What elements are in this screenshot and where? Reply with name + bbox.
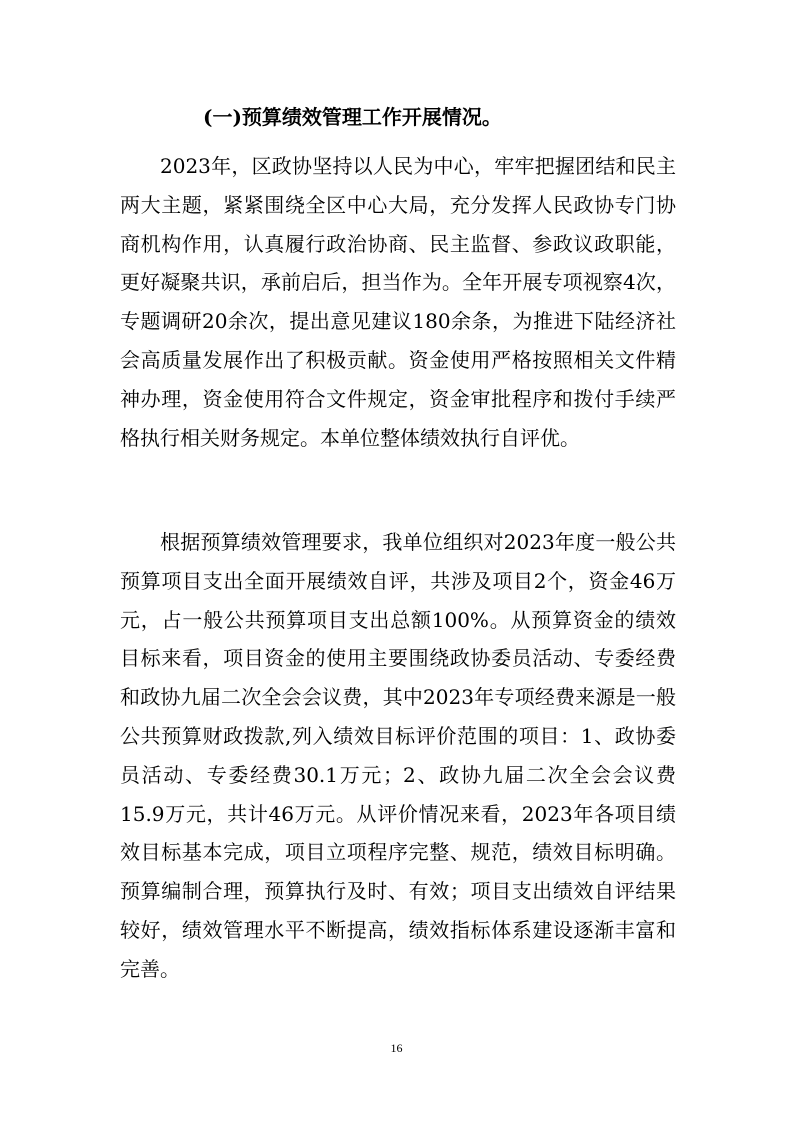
- paragraph-evaluation: 根据预算绩效管理要求，我单位组织对2023年度一般公共预算项目支出全面开展绩效自评，共涉及项目2个，资金46万元，占一般公共预算项目支出总额100%。从预算资金的绩效目标来看，项目资金的使用主要围绕政协委员活动、专委经费和政协九届二次全会会议费，其中2023年专项经费来源是一般公共预算财政拨款,列入绩效目标评价范围的项目：1、政协委员活动、专委经费30.1万元；2、政协九届二次全会会议费15.9万元，共计46万元。从评价情况来看，2023年各项目绩效目标基本完成，项目立项程序完整、规范，绩效目标明确。预算编制合理，预算执行及时、有效；项目支出绩效自评结果较好，绩效管理水平不断提高，绩效指标体系建设逐渐丰富和完善。: [120, 530, 676, 981]
- paragraph-overview: 2023年，区政协坚持以人民为中心，牢牢把握团结和民主两大主题，紧紧围绕全区中心大局，充分发挥人民政协专门协商机构作用，认真履行政治协商、民主监督、参政议政职能，更好凝聚共识，承前启后，担当作为。全年开展专项视察4次，专题调研20余次，提出意见建议180余条，为推进下陆经济社会高质量发展作出了积极贡献。资金使用严格按照相关文件精神办理，资金使用符合文件规定，资金审批程序和拨付手续严格执行相关财务规定。本单位整体绩效执行自评优。: [120, 154, 676, 450]
- section-heading: (一)预算绩效管理工作开展情况。: [203, 105, 502, 129]
- page-number: 16: [390, 1041, 403, 1055]
